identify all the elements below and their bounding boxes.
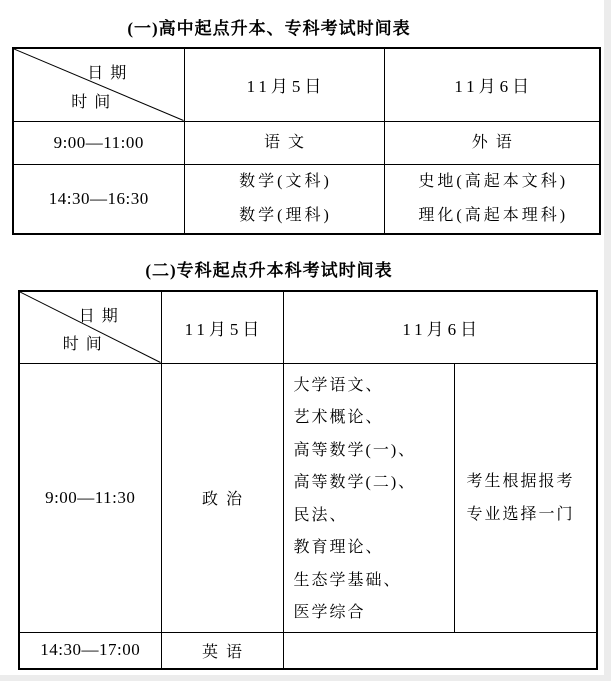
table1-header-nov5: 11月5日 xyxy=(184,48,384,121)
exam-table-gaozhong xyxy=(12,47,601,235)
subject-cell: 语文 xyxy=(184,121,384,164)
corner-date-label: 日期 xyxy=(78,308,125,325)
time-cell: 14:30—17:00 xyxy=(19,632,161,669)
time-cell: 14:30—16:30 xyxy=(13,164,184,234)
table1-title: (一)高中起点升本、专科考试时间表 xyxy=(127,19,411,38)
subject-cell: 数学(文科) 数学(理科) xyxy=(184,164,384,234)
table2-header-row xyxy=(19,291,597,363)
table1-row-morning xyxy=(13,121,600,164)
subject-cell: 史地(高起本文科) 理化(高起本理科) xyxy=(384,164,600,234)
table2-row-afternoon xyxy=(19,632,597,669)
table1-header-nov6: 11月6日 xyxy=(384,48,600,121)
elective-note-cell: 考生根据报考 专业选择一门 xyxy=(454,363,597,632)
corner-time-label: 时间 xyxy=(62,335,109,353)
subject-cell: 政治 xyxy=(161,363,283,632)
time-cell: 9:00—11:00 xyxy=(13,121,184,164)
corner-date-label: 日期 xyxy=(87,65,134,82)
corner-time-label: 时间 xyxy=(71,93,118,111)
table2-header-nov6: 11月6日 xyxy=(283,291,597,363)
subject-cell: 外语 xyxy=(384,121,600,164)
subject-cell: 英语 xyxy=(161,632,283,669)
exam-table-zhuanke xyxy=(18,290,598,670)
table1-corner-cell xyxy=(13,48,184,121)
time-cell: 9:00—11:30 xyxy=(19,363,161,632)
table2-corner-cell xyxy=(19,291,161,363)
table2-title: (二)专科起点升本科考试时间表 xyxy=(145,261,393,280)
empty-merged-cell xyxy=(283,632,597,669)
table1-row-afternoon xyxy=(13,164,600,234)
table1-header-row xyxy=(13,48,600,121)
table2-header-nov5: 11月5日 xyxy=(161,291,283,363)
elective-subjects-list: 大学语文、 艺术概论、 高等数学(一)、 高等数学(二)、 民法、 教育理论、 生态学基础、 医学综合 xyxy=(283,363,454,632)
table2-row-morning xyxy=(19,363,597,632)
